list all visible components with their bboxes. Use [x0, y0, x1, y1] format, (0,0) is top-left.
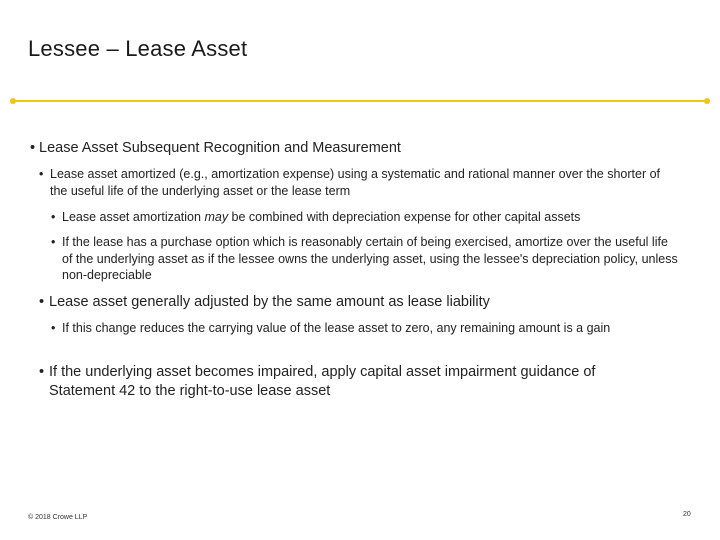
bullet-text	[62, 209, 681, 226]
slide-title: Lessee – Lease Asset	[28, 36, 248, 61]
bullet-text: If the lease has a purchase option which is reasonably certain of being exercised, amortize over the useful life of the underlying asset as if the lessee owns the underlying asset, using the lessee's depreciation policy, unless non-depreciable	[62, 235, 678, 282]
bullet-text: If the underlying asset becomes impaired, apply capital asset impairment guidance of Statement 42 to the right-to-use lease asset	[49, 364, 596, 399]
bullet-text: Lease asset generally adjusted by the same amount as lease liability	[49, 294, 490, 310]
page-number: 20	[683, 511, 691, 518]
bullet-marker: •	[39, 167, 44, 181]
bullet-level3	[51, 209, 681, 226]
footer-copyright: © 2018 Crowe LLP	[28, 514, 88, 521]
bullet-text: If this change reduces the carrying value of the lease asset to zero, any remaining amount is a gain	[62, 321, 611, 335]
bullet-level1	[30, 139, 690, 158]
bullet-level1	[39, 363, 664, 401]
bullet-text: Lease asset amortized (e.g., amortization expense) using a systematic and rational manner over the shorter of the useful life of the underlying asset or the lease term	[50, 167, 661, 198]
bullet-marker: •	[30, 140, 36, 156]
bullet-marker: •	[51, 235, 56, 249]
bullet-level2	[39, 166, 679, 199]
bullet-level1	[39, 293, 679, 312]
text-part: Lease asset amortization	[62, 210, 205, 224]
bullet-text: Lease Asset Subsequent Recognition and Measurement	[39, 140, 401, 156]
bullet-marker: •	[51, 210, 56, 224]
text-part: be combined with depreciation expense for other capital assets	[228, 210, 581, 224]
title-divider	[12, 100, 708, 102]
bullet-marker: •	[39, 294, 45, 310]
rule-right-dot	[704, 98, 710, 104]
bullet-marker: •	[51, 321, 56, 335]
bullet-level3	[51, 234, 681, 284]
emphasis-text: may	[204, 210, 229, 224]
bullet-level2	[51, 320, 661, 337]
bullet-marker: •	[39, 364, 45, 380]
